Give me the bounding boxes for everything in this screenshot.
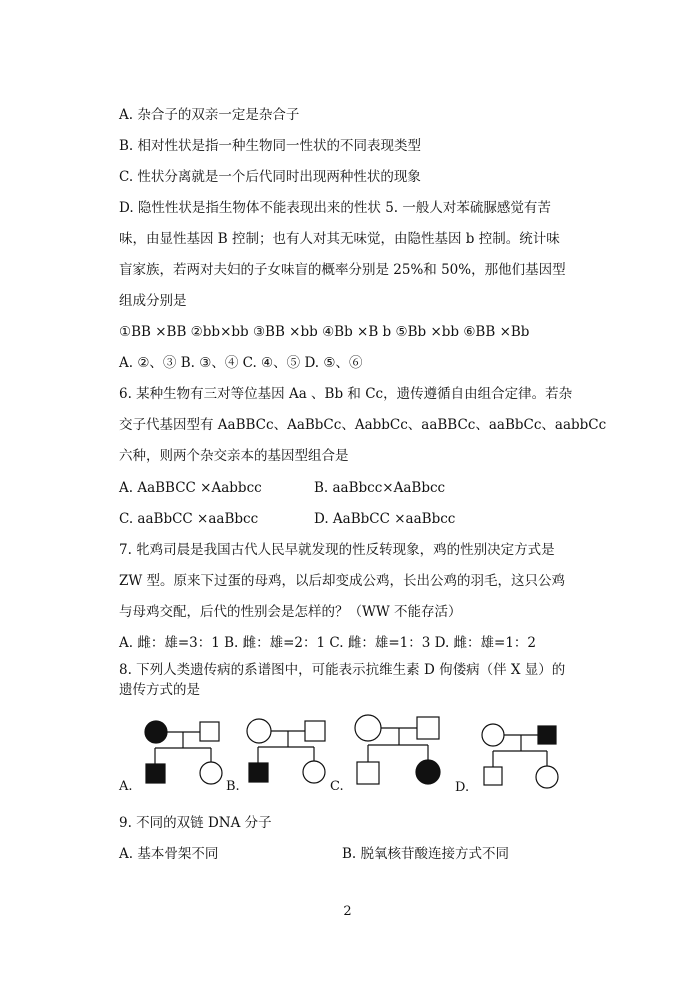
option-6c: C. aaBbCC ×aaBbcc	[119, 511, 259, 527]
normal-male-symbol	[417, 717, 439, 739]
line-9: A. ②、③ B. ③、④ C. ④、⑤ D. ⑤、⑥	[119, 355, 363, 371]
normal-female-symbol	[200, 762, 222, 784]
normal-female-symbol	[482, 724, 504, 746]
line-2: B. 相对性状是指一种生物同一性状的不同表现类型	[119, 138, 422, 154]
line-1: A. 杂合子的双亲一定是杂合子	[119, 107, 300, 123]
normal-male-symbol	[357, 762, 379, 784]
pedigree-c-label: C.	[330, 779, 344, 794]
option-6a: A. AaBBCC ×Aabbcc	[119, 480, 262, 496]
line-19: 8. 下列人类遗传病的系谱图中，可能表示抗维生素 D 佝偻病（伴 X 显）的	[119, 662, 566, 678]
pedigree-c	[348, 711, 444, 791]
option-6b: B. aaBbcc×AaBbcc	[314, 480, 446, 496]
line-18: A. 雌：雄=3：1 B. 雌：雄=2：1 C. 雌：雄=1：3 D. 雌：雄=1：2	[119, 635, 537, 651]
line-4: D. 隐性性状是指生物体不能表现出来的性状 5. 一般人对苯硫脲感觉有苦	[119, 200, 551, 216]
normal-male-symbol	[305, 721, 325, 741]
affected-female-symbol	[145, 721, 167, 743]
line-17: 与母鸡交配，后代的性别会是怎样的？（WW 不能存活）	[119, 604, 462, 620]
line-3: C. 性状分离就是一个后代同时出现两种性状的现象	[119, 169, 421, 185]
line-7: 组成分别是	[119, 293, 187, 309]
line-15: 7. 牝鸡司晨是我国古代人民早就发现的性反转现象，鸡的性别决定方式是	[119, 542, 555, 558]
line-10: 6. 某种生物有三对等位基因 Aa 、Bb 和 Cc，遗传遵循自由组合定律。若杂	[119, 386, 573, 402]
affected-male-symbol	[249, 763, 268, 782]
line-5: 味，由显性基因 B 控制；也有人对其无味觉，由隐性基因 b 控制。统计味	[119, 231, 560, 247]
affected-female-symbol	[416, 760, 440, 784]
pedigree-a	[138, 716, 228, 790]
normal-female-symbol	[247, 719, 271, 743]
normal-female-symbol	[355, 715, 381, 741]
line-16: ZW 型。原来下过蛋的母鸡，以后却变成公鸡，长出公鸡的羽毛，这只公鸡	[119, 573, 566, 589]
pedigree-a-label: A.	[119, 779, 133, 794]
pedigree-d	[474, 716, 564, 792]
normal-male-symbol	[200, 722, 219, 741]
option-9a: A. 基本骨架不同	[119, 846, 219, 862]
option-6d: D. AaBbCC ×aaBbcc	[314, 511, 456, 527]
pedigree-b	[240, 714, 332, 790]
line-11: 交子代基因型有 AaBBCc、AaBbCc、AabbCc、aaBBCc、aaBbCc、aabbCc	[119, 417, 607, 433]
affected-male-symbol	[538, 726, 556, 744]
affected-male-symbol	[146, 764, 165, 783]
line-8: ①BB ×BB ②bb×bb ③BB ×bb ④Bb ×B b ⑤Bb ×bb ⑥BB ×Bb	[119, 324, 530, 340]
page-number: 2	[343, 904, 352, 919]
normal-male-symbol	[484, 767, 502, 785]
line-21: 9. 不同的双链 DNA 分子	[119, 815, 272, 831]
pedigree-b-label: B.	[226, 779, 240, 794]
line-6: 盲家族，若两对夫妇的子女味盲的概率分别是 25%和 50%，那他们基因型	[119, 262, 566, 278]
line-20: 遗传方式的是	[119, 682, 200, 698]
normal-female-symbol	[303, 761, 325, 783]
pedigree-d-label: D.	[455, 780, 470, 795]
line-12: 六种，则两个杂交亲本的基因型组合是	[119, 448, 349, 464]
normal-female-symbol	[536, 766, 558, 788]
option-9b: B. 脱氧核苷酸连接方式不同	[342, 846, 510, 862]
